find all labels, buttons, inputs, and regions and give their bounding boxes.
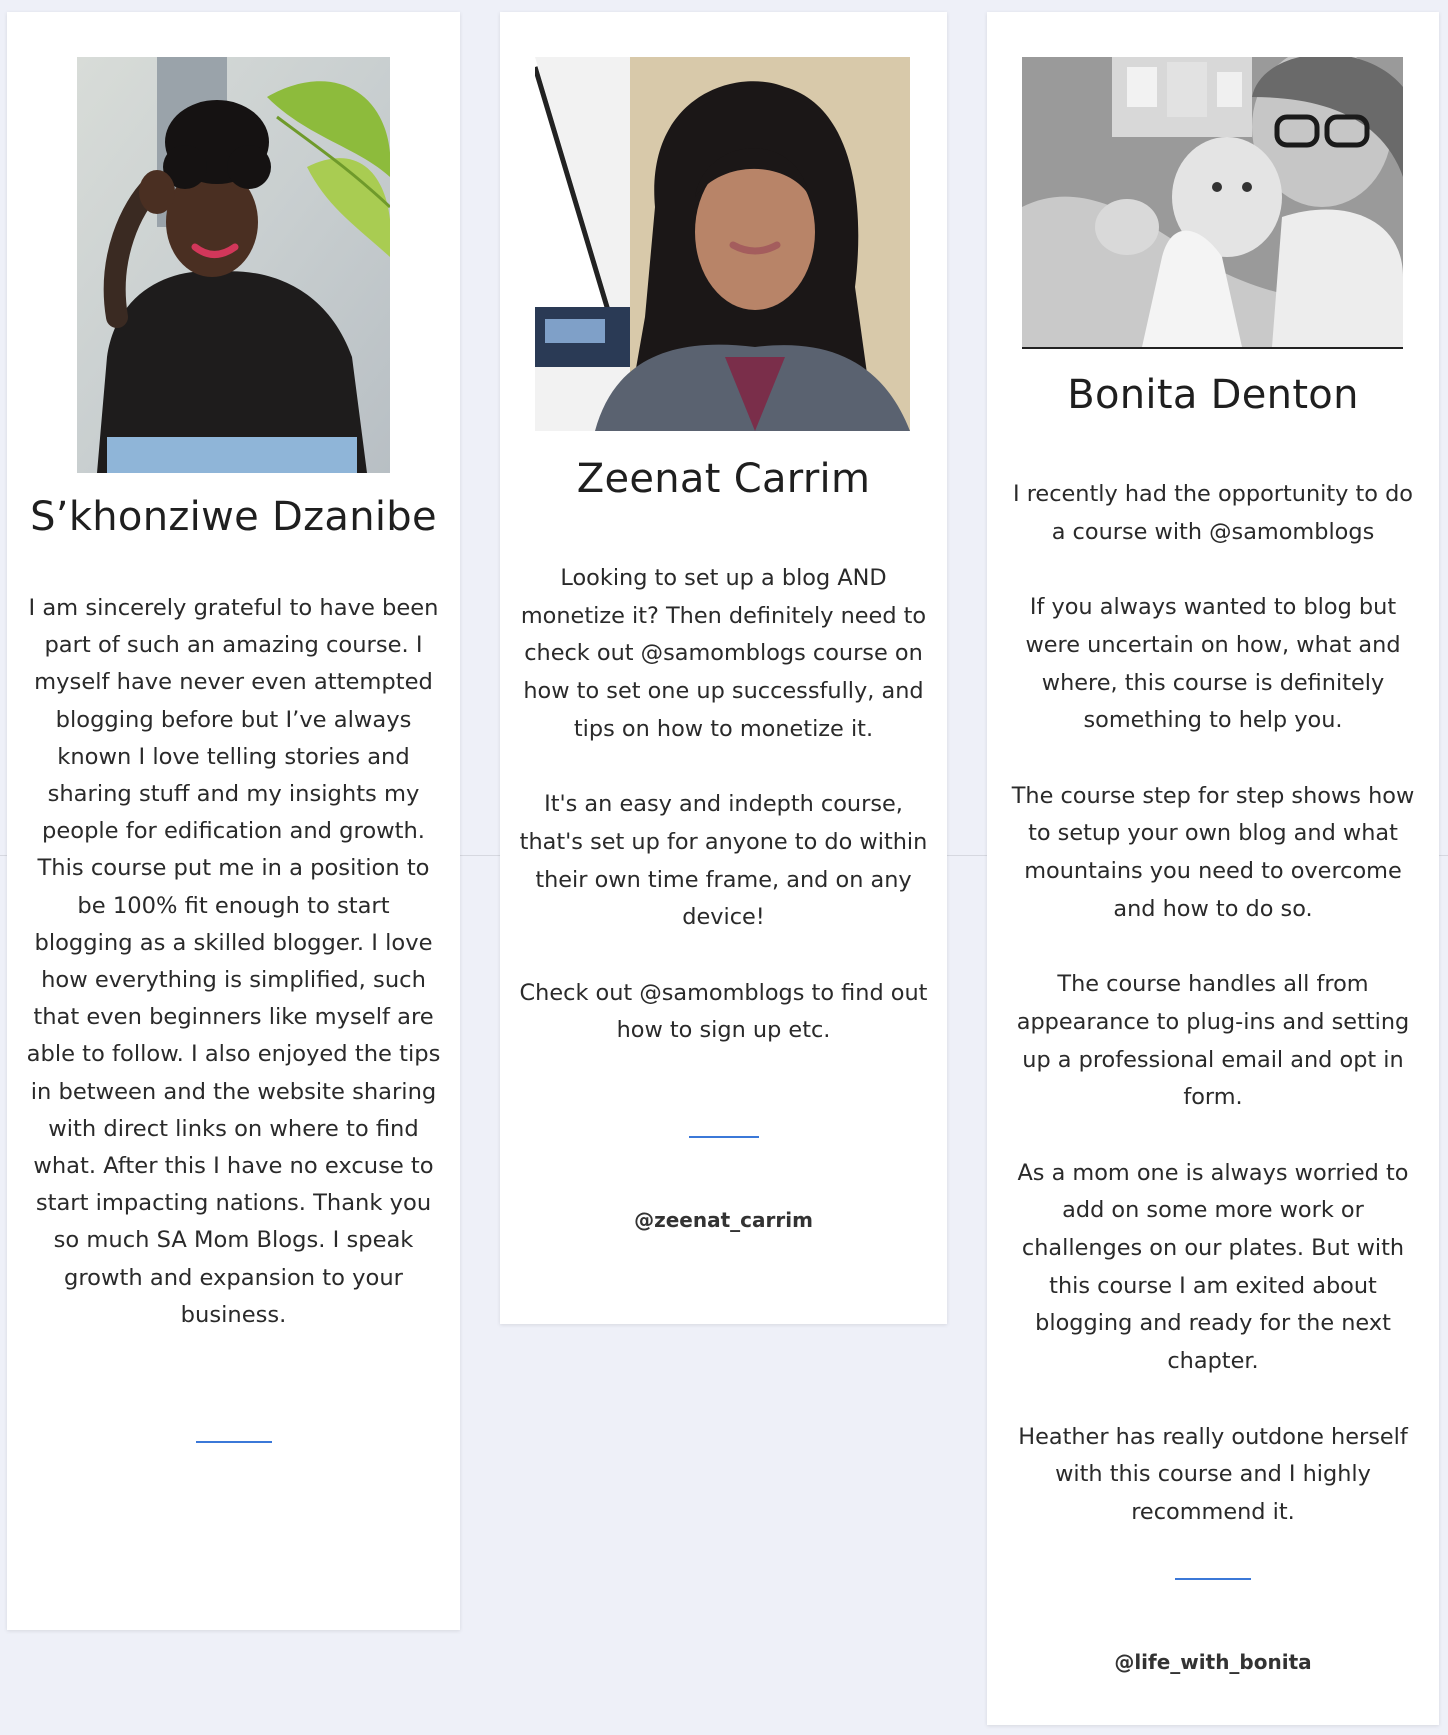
instagram-handle[interactable]: @zeenat_carrim [634,1208,813,1232]
testimonial-paragraph: It's an easy and indepth course, that's set up for anyone to do within their own time frame, and on any device! [519,791,928,931]
testimonial-paragraph: As a mom one is always worried to add on some more work or challenges on our plates. But with this course I am exited about blogging and ready for the next chapter. [1017,1159,1409,1375]
portrait-photo [535,57,910,431]
testimonial-paragraph: Check out @samomblogs to find out how to sign up etc. [519,979,928,1044]
testimonial-name: Zeenat Carrim [576,456,871,502]
testimonial-card [987,12,1439,1725]
testimonial-text [518,560,929,1050]
testimonial-paragraph: The course step for step shows how to setup your own blog and what mountains you need to overcome and how to do so. [1011,782,1415,922]
testimonial-card [500,12,947,1324]
portrait-photo [77,57,390,473]
testimonial-paragraph: I am sincerely grateful to have been part of such an amazing course. I myself have never even attempted blogging before but I’ve always known I love telling stories and sharing stuff and my insights my people for edification and growth. This course put me in a position to be 100% fit enough to start blogging as a skilled blogger. I love how everything is simplified, such that even beginners like myself are able to follow. I also enjoyed the tips in between and the website sharing with direct links on where to find what. After this I have no excuse to start impacting nations. Thank you so much SA Mom Blogs. I speak growth and expansion to your business. [26,595,441,1328]
divider [689,1136,759,1138]
testimonial-paragraph: If you always wanted to blog but were uncertain on how, what and where, this course is definitely something to help you. [1025,594,1401,734]
testimonial-paragraph: I recently had the opportunity to do a course with @samomblogs [1012,481,1414,545]
divider [1175,1578,1251,1580]
testimonial-text [1005,476,1421,1532]
testimonial-name: S’khonziwe Dzanibe [30,494,437,540]
testimonial-card [7,12,460,1630]
instagram-handle[interactable]: @life_with_bonita [1114,1650,1312,1674]
divider [196,1441,272,1443]
testimonial-paragraph: Looking to set up a blog AND monetize it? Then definitely need to check out @samomblogs course on how to set one up successfully, and tips on how to monetize it. [520,565,927,742]
testimonial-name: Bonita Denton [1067,372,1359,418]
portrait-photo [1022,57,1403,349]
testimonial-paragraph: Heather has really outdone herself with this course and I highly recommend it. [1018,1423,1408,1525]
testimonial-paragraph: The course handles all from appearance to plug-ins and setting up a professional email and opt in form. [1016,971,1410,1111]
testimonial-text [25,590,442,1334]
